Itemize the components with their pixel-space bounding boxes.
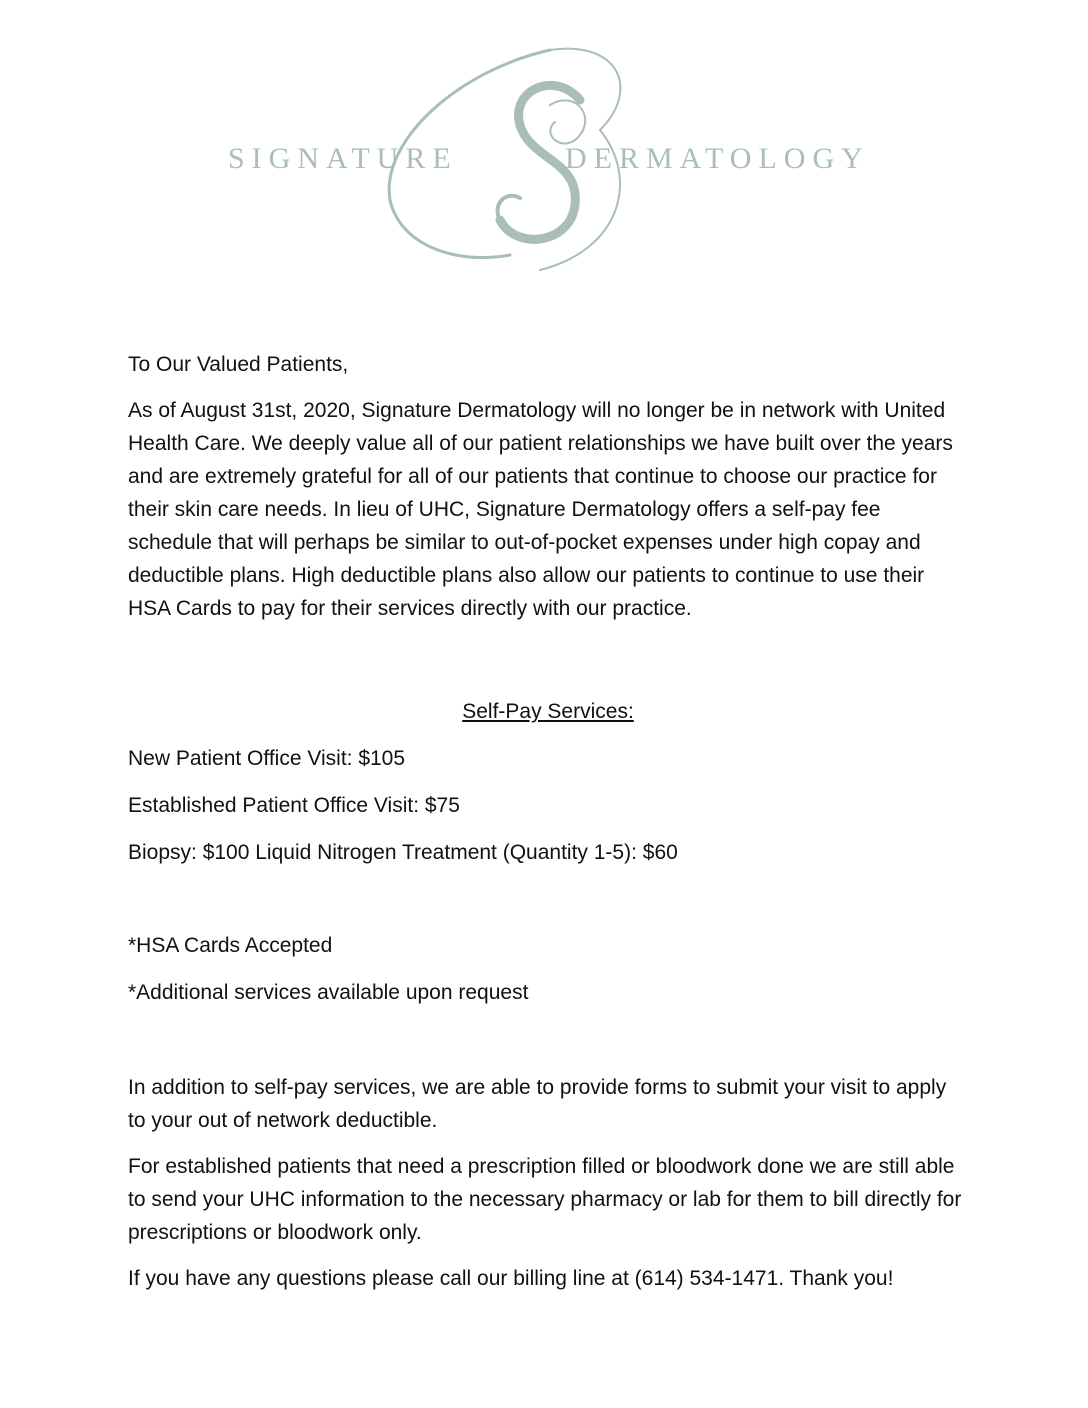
service-item: New Patient Office Visit: $105 — [128, 747, 406, 770]
salutation: To Our Valued Patients, — [128, 353, 349, 376]
logo-right-word: DERMATOLOGY — [565, 142, 870, 175]
note-item: *HSA Cards Accepted — [128, 934, 333, 957]
closing-paragraph: If you have any questions please call our billing line at (614) 534-1471. Thank you! — [128, 1267, 894, 1290]
prescriptions-paragraph: For established patients that need a prescription filled or bloodwork done we are still able to send your UHC information to the necessary pharmacy or lab for them to bill directly for prescriptions or bloodwork only. — [128, 1155, 962, 1244]
note-item: *Additional services available upon request — [128, 981, 529, 1004]
logo-inner-loop — [550, 100, 585, 143]
forms-paragraph: In addition to self-pay services, we are able to provide forms to submit your visit to apply to your out of network deductible. — [128, 1076, 947, 1132]
service-item: Established Patient Office Visit: $75 — [128, 794, 460, 817]
service-item: Biopsy: $100 Liquid Nitrogen Treatment (Quantity 1-5): $60 — [128, 841, 678, 864]
services-heading: Self-Pay Services: — [462, 700, 634, 723]
logo-graphic — [220, 30, 880, 280]
logo-left-word: SIGNATURE — [228, 142, 458, 175]
letter-body — [128, 348, 968, 1295]
signature-dermatology-logo — [220, 30, 880, 280]
intro-paragraph: As of August 31st, 2020, Signature Dermatology will no longer be in network with United Health Care. We deeply value all of our patient relationships we have built over the years and are extremely grateful for all of our patients that continue to choose our practice for their skin care needs. In lieu of UHC, Signature Dermatology offers a self-pay fee schedule that will perhaps be similar to out-of-pocket expenses under high copay and deductible plans. High deductible plans also allow our patients to continue to use their HSA Cards to pay for their services directly with our practice. — [128, 399, 953, 620]
